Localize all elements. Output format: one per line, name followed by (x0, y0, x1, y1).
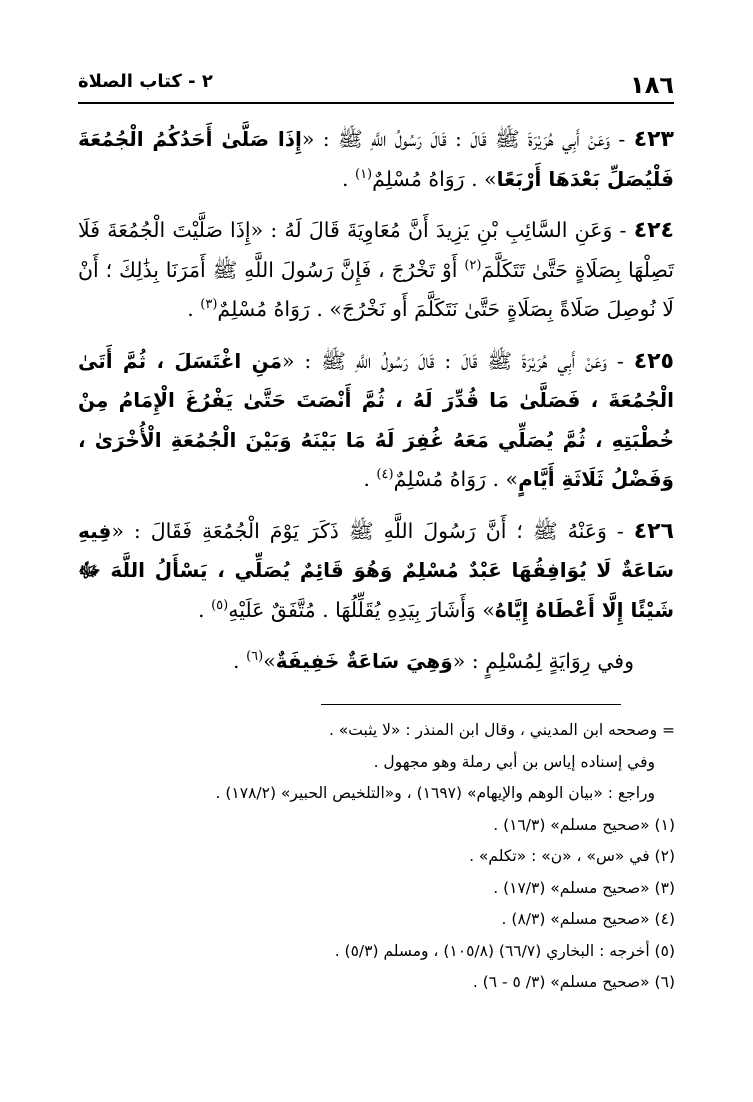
footnotes (100, 715, 675, 999)
footnote-ref: (٦) (246, 649, 264, 665)
footnote-ref: (٣) (200, 297, 218, 313)
hadith-intro: - وَعَنْ أَبِي هُرَيْرَةَ ﷺ قَالَ : قَالَ رَسُولُ اللَّهِ ﷺ : « (281, 348, 634, 373)
footnote-5: (٥) أخرجه : البخاري (٦٦/٧) (١٠٥/٨) ، ومسلم (٥/٣) . (334, 941, 675, 960)
hadith-matn: إِذَا صَلَّىٰ أَحَدُكُمُ الْجُمُعَةَ فَلْيُصَلِّ بَعْدَهَا أَرْبَعًا (78, 127, 674, 191)
chapter-title: ٢ - كتاب الصلاة (78, 71, 213, 92)
hadith-number: ٤٢٣ (633, 127, 674, 152)
hadith-intro: - وَعَنْهُ ﷺ ؛ أَنَّ رَسُولَ اللَّهِ ﷺ ذَكَرَ يَوْمَ الْجُمُعَةِ فَقَالَ : « (111, 518, 634, 543)
hadith-matn: فِيهِ سَاعَةٌ لَا يُوَافِقُهَا عَبْدٌ مُسْلِمٌ وَهُوَ قَائِمٌ يُصَلِّي ، يَسْأَلُ اللَّهَ ﷻ شَيْئًا إِلَّا أَعْطَاهُ إِيَّاهُ (78, 518, 674, 622)
riwaya-end: . (233, 649, 247, 673)
footnote-ref: (١) (354, 166, 373, 182)
footnote-1: (١) «صحيح مسلم» (١٦/٣) . (493, 815, 675, 834)
hadith-426 (78, 512, 674, 631)
hadith-intro: - وَعَنِ السَّائِبِ بْنِ يَزِيدَ أَنَّ مُعَاوِيَةَ قَالَ لَهُ : «إِذَا صَلَّيْتَ الْجُمُعَةَ فَلَا تَصِلْهَا بِصَلَاةٍ حَتَّىٰ تَتَكَلَّمَ (78, 218, 674, 282)
hadith-source: أَوْ تَخْرُجَ ، فَإِنَّ رَسُولَ اللَّهِ ﷺ أَمَرَنَا بِذَٰلِكَ ؛ أَنْ لَا نُوصِلَ صَلَاةً بِصَلَاةٍ حَتَّىٰ نَتَكَلَّمَ أَو نَخْرُجَ» . رَوَاهُ مُسْلِمٌ (78, 257, 674, 321)
footnote-3: (٣) «صحيح مسلم» (١٧/٣) . (493, 878, 675, 897)
hadith-number: ٤٢٦ (633, 518, 674, 544)
hadith-intro: - وَعَنْ أَبِي هُرَيْرَةَ ﷺ قَالَ : قَالَ رَسُولُ اللَّهِ ﷺ : « (301, 127, 634, 151)
riwaya-line (78, 642, 674, 682)
footnote-4: (٤) «صحيح مسلم» (٨/٣) . (501, 910, 675, 928)
hadith-number: ٤٢٤ (633, 218, 674, 243)
footnote-2: (٢) في «س» ، «ن» : «تكلم» . (469, 847, 675, 865)
page-number: ١٨٦ (630, 71, 674, 99)
riwaya-matn: وَهِيَ سَاعَةٌ خَفِيفَةٌ (275, 649, 453, 673)
hadith-end: . (198, 597, 212, 622)
footnote-line: وفي إسناده إياس بن أبي رملة وهو مجهول . (373, 752, 655, 771)
page-header (78, 62, 674, 104)
hadith-source: » . رَوَاهُ مُسْلِمٌ (372, 166, 497, 191)
hadith-matn: مَنِ اغْتَسَلَ ، ثُمَّ أَتَىٰ الْجُمُعَةَ ، فَصَلَّىٰ مَا قُدِّرَ لَهُ ، ثُمَّ أَنْصَتَ حَتَّىٰ يَفْرُغَ الْإِمَامُ مِنْ خُطْبَتِهِ ، ثُمَّ يُصَلِّي مَعَهُ غُفِرَ لَهُ مَا بَيْنَهُ وَبَيْنَ الْجُمُعَةِ الْأُخْرَىٰ ، وَفَضْلُ ثَلَاثَةِ أَيَّامٍ (78, 348, 674, 491)
hadith-number: ٤٢٥ (633, 348, 674, 374)
footnote-ref: (٥) (211, 597, 229, 613)
hadith-end: . (187, 297, 201, 321)
hadith-source: » وَأَشَارَ بِيَدِهِ يُقَلِّلُهَا . مُتَّفَقٌ عَلَيْهِ (228, 597, 495, 622)
hadith-425 (78, 342, 674, 500)
riwaya-intro: وفي رِوَايَةٍ لِمُسْلِمٍ : « (452, 649, 634, 673)
main-text (78, 120, 674, 682)
hadith-source: » . رَوَاهُ مُسْلِمٌ (393, 467, 519, 491)
footnote-separator (321, 704, 621, 705)
hadith-423 (78, 120, 674, 199)
footnote-ref: (٢) (464, 257, 482, 273)
hadith-424 (78, 211, 674, 330)
hadith-end: . (341, 166, 355, 191)
footnote-line: وراجع : «بيان الوهم والإيهام» (١٦٩٧) ، و«التلخيص الحبير» (١٧٨/٢) . (215, 784, 655, 802)
riwaya-close: » (263, 649, 276, 673)
footnote-6: (٦) «صحيح مسلم» (٣/ ٥ - ٦) . (472, 973, 675, 991)
hadith-end: . (363, 467, 377, 491)
footnote-ref: (٤) (376, 467, 394, 483)
footnote-line: = وصححه ابن المديني ، وقال ابن المنذر : «لا يثبت» . (328, 721, 675, 739)
